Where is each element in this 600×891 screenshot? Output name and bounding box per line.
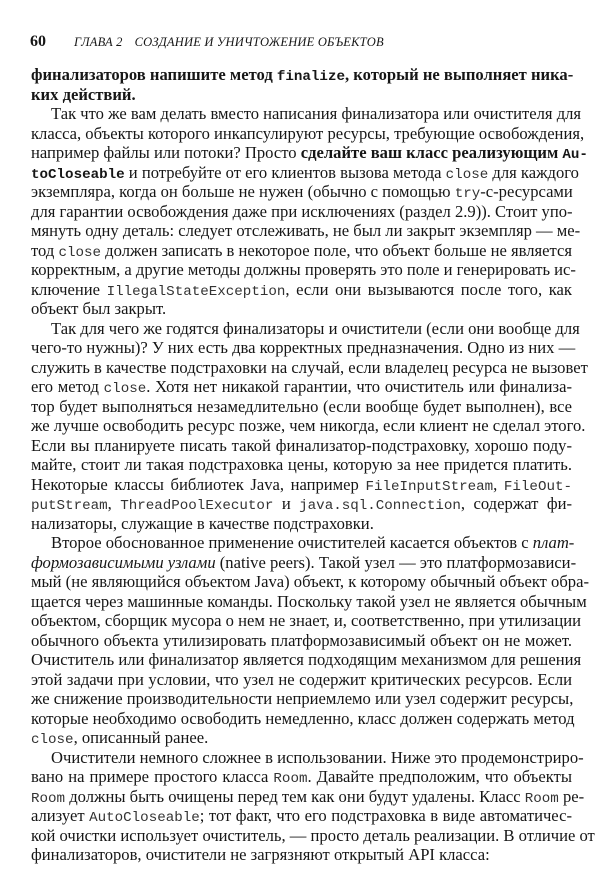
text-line	[31, 280, 572, 300]
code-span: Room	[31, 790, 66, 807]
text-line	[31, 455, 572, 475]
text-line	[31, 747, 584, 768]
text-span: класса, объекты которого инкапсулируют ресурсы, требующие освобождения,	[31, 123, 585, 143]
text-line	[31, 162, 579, 183]
text-span: щается через машинные команды. Поскольку такой узел не является обычным	[31, 591, 587, 611]
text-span: Некоторые классы библиотек Java, например	[31, 474, 366, 494]
text-line	[31, 65, 572, 85]
text-line	[31, 202, 572, 222]
text-line	[31, 631, 572, 651]
text-span: (native peers). Такой узел — это платформозависи-	[215, 552, 577, 572]
text-line	[31, 221, 581, 241]
text-span: финализаторов, очистители не загрязняют открытый API класса:	[31, 845, 490, 864]
text-span: чего-то нужны)? У них есть два корректных предназначения. Одно из них —	[31, 338, 576, 357]
text-line	[31, 143, 588, 163]
text-span: ,	[107, 494, 121, 513]
text-span: которые необходимо освободить немедленно, класс должен содержать метод	[31, 708, 575, 728]
text-span: его метод	[31, 377, 104, 396]
text-span: мый (не являющийся объектом Java) объект, к которому обычный объект обра-	[31, 572, 589, 591]
text-span: ализует	[31, 806, 90, 825]
code-span: FileInputStream	[365, 478, 494, 495]
text-span: этой задачи при условии, что узел не содержит критических ресурсов. Если	[31, 669, 572, 689]
text-span: -с-ресурсами	[480, 182, 573, 201]
code-span: close	[58, 244, 102, 261]
text-span: ; тот факт, что его подстраховка в виде автоматичес-	[199, 806, 572, 825]
text-span: для гарантии освобождения даже при исключениях (раздел 2.9)). Стоит упо-	[31, 201, 573, 221]
text-span: ре-	[558, 786, 585, 806]
text-line	[31, 650, 582, 670]
text-span: же снижение производительности неприемлемо или узел содержит ресурсы,	[31, 689, 574, 708]
bold-text: , который не выполняет ника-	[344, 65, 574, 84]
text-span: экземпляра, когда он больше не нужен (обычно с помощью	[31, 182, 455, 201]
code-span: Au-	[562, 147, 588, 163]
text-line	[31, 182, 572, 202]
code-span: java.sql.Connection	[299, 498, 461, 514]
code-span: Room	[273, 771, 308, 787]
text-span: , если они вызываются после того, как	[285, 279, 572, 299]
text-line	[31, 397, 572, 417]
code-span: try	[454, 186, 481, 202]
bold-text: сделайте ваш класс реализующим	[300, 143, 563, 162]
text-line	[31, 104, 582, 124]
text-line	[31, 786, 585, 807]
text-span: Очистители немного сложнее в использовании. Ниже это продемонстриро-	[51, 747, 584, 767]
text-span: объектом, сборщик мусора о нем не знает, и, соответственно, при утилизации	[31, 611, 582, 630]
text-span: ,	[493, 474, 504, 494]
text-span: должны быть очищены перед тем как они будут удалены. Класс	[65, 786, 525, 806]
text-span: Очиститель или финализатор является подходящим механизмом для решения	[31, 650, 582, 669]
text-line	[31, 767, 572, 787]
italic-text: формозависимыми узлами	[31, 552, 216, 572]
text-span: корректным, а другие методы должны проверять это поле и генерировать ис-	[31, 260, 576, 279]
text-span: тод	[31, 240, 59, 260]
text-span: мянуть одну деталь: следует отслеживать, не был ли закрыт экземпляр — ме-	[31, 221, 581, 240]
text-span: служить в качестве подстраховки на случай, если владелец ресурса не вызовет	[31, 357, 588, 377]
running-header	[30, 33, 384, 51]
text-span: Если вы планируете писать такой финализатор-подстраховку, хорошо поду-	[31, 435, 572, 455]
text-span: же лучше освободить ресурс позже, чем никогда, если клиент не сделал этого.	[31, 416, 586, 435]
text-span: Второе обоснованное применение очистителей касается объектов с	[51, 533, 533, 552]
text-line	[31, 416, 586, 436]
text-span: Так для чего же годятся финализаторы и очистители (если они вообще для	[51, 318, 580, 338]
bold-text: ких действий.	[31, 84, 136, 104]
text-span: ключение	[31, 279, 107, 299]
italic-text: плат-	[532, 533, 575, 552]
text-line	[31, 708, 575, 729]
text-line	[31, 514, 572, 534]
text-line	[31, 572, 589, 592]
text-line	[31, 123, 585, 144]
chapter-title: СОЗДАНИЕ И УНИЧТОЖЕНИЕ ОБЪЕКТОВ	[134, 35, 384, 49]
code-span: close	[31, 732, 74, 748]
text-span: Так что же вам делать вместо написания финализатора или очистителя для	[51, 104, 582, 123]
code-span: FileOut-	[503, 478, 573, 495]
text-span: объект был закрыт.	[31, 299, 167, 318]
text-line	[31, 299, 572, 319]
text-line	[31, 728, 572, 748]
text-span: для каждого	[488, 162, 579, 182]
text-line	[31, 338, 576, 358]
text-line	[31, 494, 572, 514]
text-line	[31, 533, 575, 553]
text-span: кой очистки использует очиститель, — просто деталь реализации. В отличие от	[31, 825, 595, 845]
text-line	[31, 806, 572, 826]
text-span: . Давайте предположим, что объекты	[307, 767, 572, 786]
text-span: обычного объекта утилизировать платформозависимый объект он не может.	[31, 630, 572, 650]
text-line	[31, 670, 572, 690]
text-span: тор будет выполняться незамедлительно (если вообще будет выполнен), все	[31, 396, 572, 416]
page-number: 60	[30, 33, 46, 50]
code-span: close	[445, 166, 489, 183]
text-span: например файлы или потоки? Просто	[31, 143, 301, 162]
chapter-label: ГЛАВА 2	[74, 35, 123, 49]
code-span: ThreadPoolExecutor	[120, 498, 274, 514]
text-span: , содержат фи-	[460, 494, 572, 513]
code-span: toCloseable	[31, 166, 125, 183]
bold-text: финализаторов напишите метод	[31, 65, 277, 84]
text-span: , описанный ранее.	[73, 728, 209, 747]
text-line	[31, 552, 577, 573]
text-span: вано на примере простого класса	[31, 767, 274, 786]
text-line	[31, 357, 588, 378]
code-span: Room	[524, 790, 559, 807]
text-span: и потребуйте от его клиентов вызова метода	[124, 162, 446, 182]
text-line	[31, 241, 572, 261]
text-line	[31, 845, 572, 865]
code-span: finalize	[276, 69, 345, 85]
text-span: . Хотя нет никакой гарантии, что очиститель или финализа-	[146, 377, 572, 396]
page-body-text	[31, 65, 595, 865]
text-line	[31, 260, 576, 280]
code-span: close	[103, 381, 147, 397]
text-line	[31, 689, 572, 709]
code-span: AutoCloseable	[89, 810, 200, 826]
text-line	[31, 318, 580, 339]
code-span: putStream	[31, 498, 108, 514]
text-line	[31, 611, 582, 631]
text-line	[31, 475, 572, 495]
code-span: IllegalStateException	[106, 283, 286, 300]
text-span: должен записать в некоторое поле, что объект больше не является	[101, 240, 572, 260]
text-span: майте, стоит ли такая подстраховка цены, которую за нее придется платить.	[31, 455, 572, 474]
text-line	[31, 85, 572, 105]
text-span: нализаторы, служащие в качестве подстраховки.	[31, 513, 374, 533]
chapter-header	[74, 35, 384, 50]
text-line	[31, 591, 587, 612]
text-line	[31, 825, 595, 846]
text-span: и	[273, 494, 300, 513]
text-line	[31, 377, 572, 397]
text-line	[31, 436, 572, 456]
